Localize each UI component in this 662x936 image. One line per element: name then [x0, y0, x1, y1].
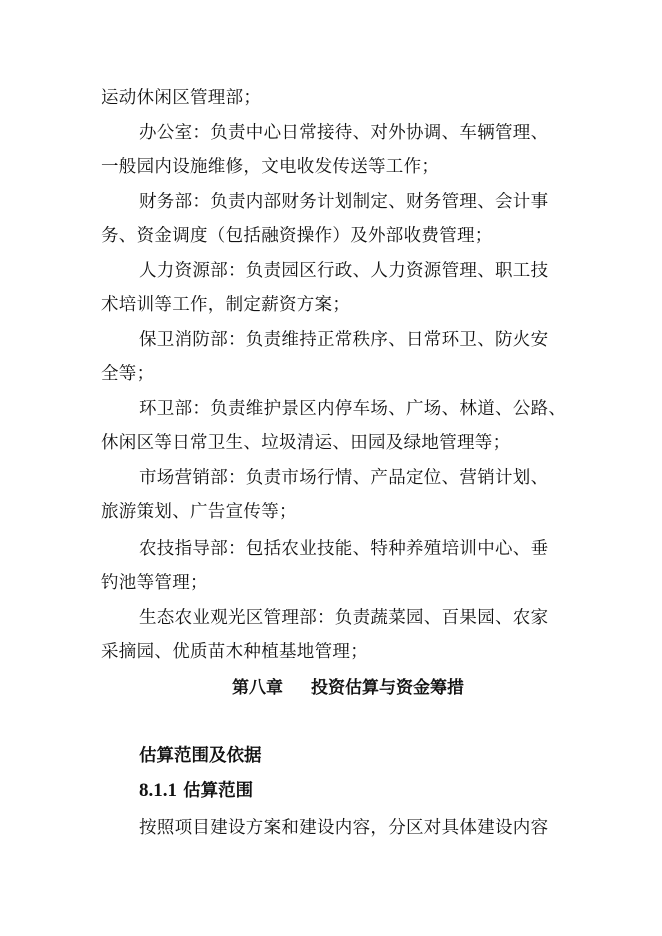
- subsection-title: 估算范围: [183, 781, 254, 801]
- paragraph-continuation: 运动休闲区管理部；: [101, 88, 262, 108]
- paragraph-agritech-line-1: 农技指导部：包括农业技能、特种养殖培训中心、垂: [139, 539, 549, 559]
- paragraph-hr-line-2: 术培训等工作，制定薪资方案；: [101, 295, 351, 315]
- section-heading: 估算范围及依据: [139, 746, 262, 766]
- paragraph-security-line-2: 全等；: [101, 364, 155, 384]
- paragraph-sanitation-line-2: 休闲区等日常卫生、垃圾清运、田园及绿地管理等；: [101, 433, 511, 453]
- paragraph-marketing-line-1: 市场营销部：负责市场行情、产品定位、营销计划、: [139, 468, 549, 488]
- paragraph-office-line-2: 一般园内设施维修，文电收发传送等工作；: [101, 157, 440, 177]
- chapter-number: 第八章: [232, 678, 283, 698]
- chapter-heading: [232, 676, 464, 700]
- paragraph-sanitation-line-1: 环卫部：负责维护景区内停车场、广场、林道、公路、: [139, 399, 567, 419]
- subsection-number: 8.1.1: [139, 780, 177, 801]
- paragraph-finance-line-2: 务、资金调度（包括融资操作）及外部收费管理；: [101, 226, 493, 246]
- subsection-heading: [139, 779, 253, 803]
- paragraph-agritech-line-2: 钓池等管理；: [101, 573, 208, 593]
- paragraph-finance-line-1: 财务部：负责内部财务计划制定、财务管理、会计事: [139, 192, 549, 212]
- paragraph-marketing-line-2: 旅游策划、广告宣传等；: [101, 502, 297, 522]
- paragraph-hr-line-1: 人力资源部：负责园区行政、人力资源管理、职工技: [139, 261, 549, 281]
- paragraph-eco-agri-line-2: 采摘园、优质苗木种植基地管理；: [101, 642, 368, 662]
- paragraph-eco-agri-line-1: 生态农业观光区管理部：负责蔬菜园、百果园、农家: [139, 608, 549, 628]
- body-text-line: 按照项目建设方案和建设内容，分区对具体建设内容: [139, 818, 549, 838]
- paragraph-office-line-1: 办公室：负责中心日常接待、对外协调、车辆管理、: [139, 123, 549, 143]
- chapter-title: 投资估算与资金筹措: [311, 678, 464, 698]
- paragraph-security-line-1: 保卫消防部：负责维持正常秩序、日常环卫、防火安: [139, 330, 549, 350]
